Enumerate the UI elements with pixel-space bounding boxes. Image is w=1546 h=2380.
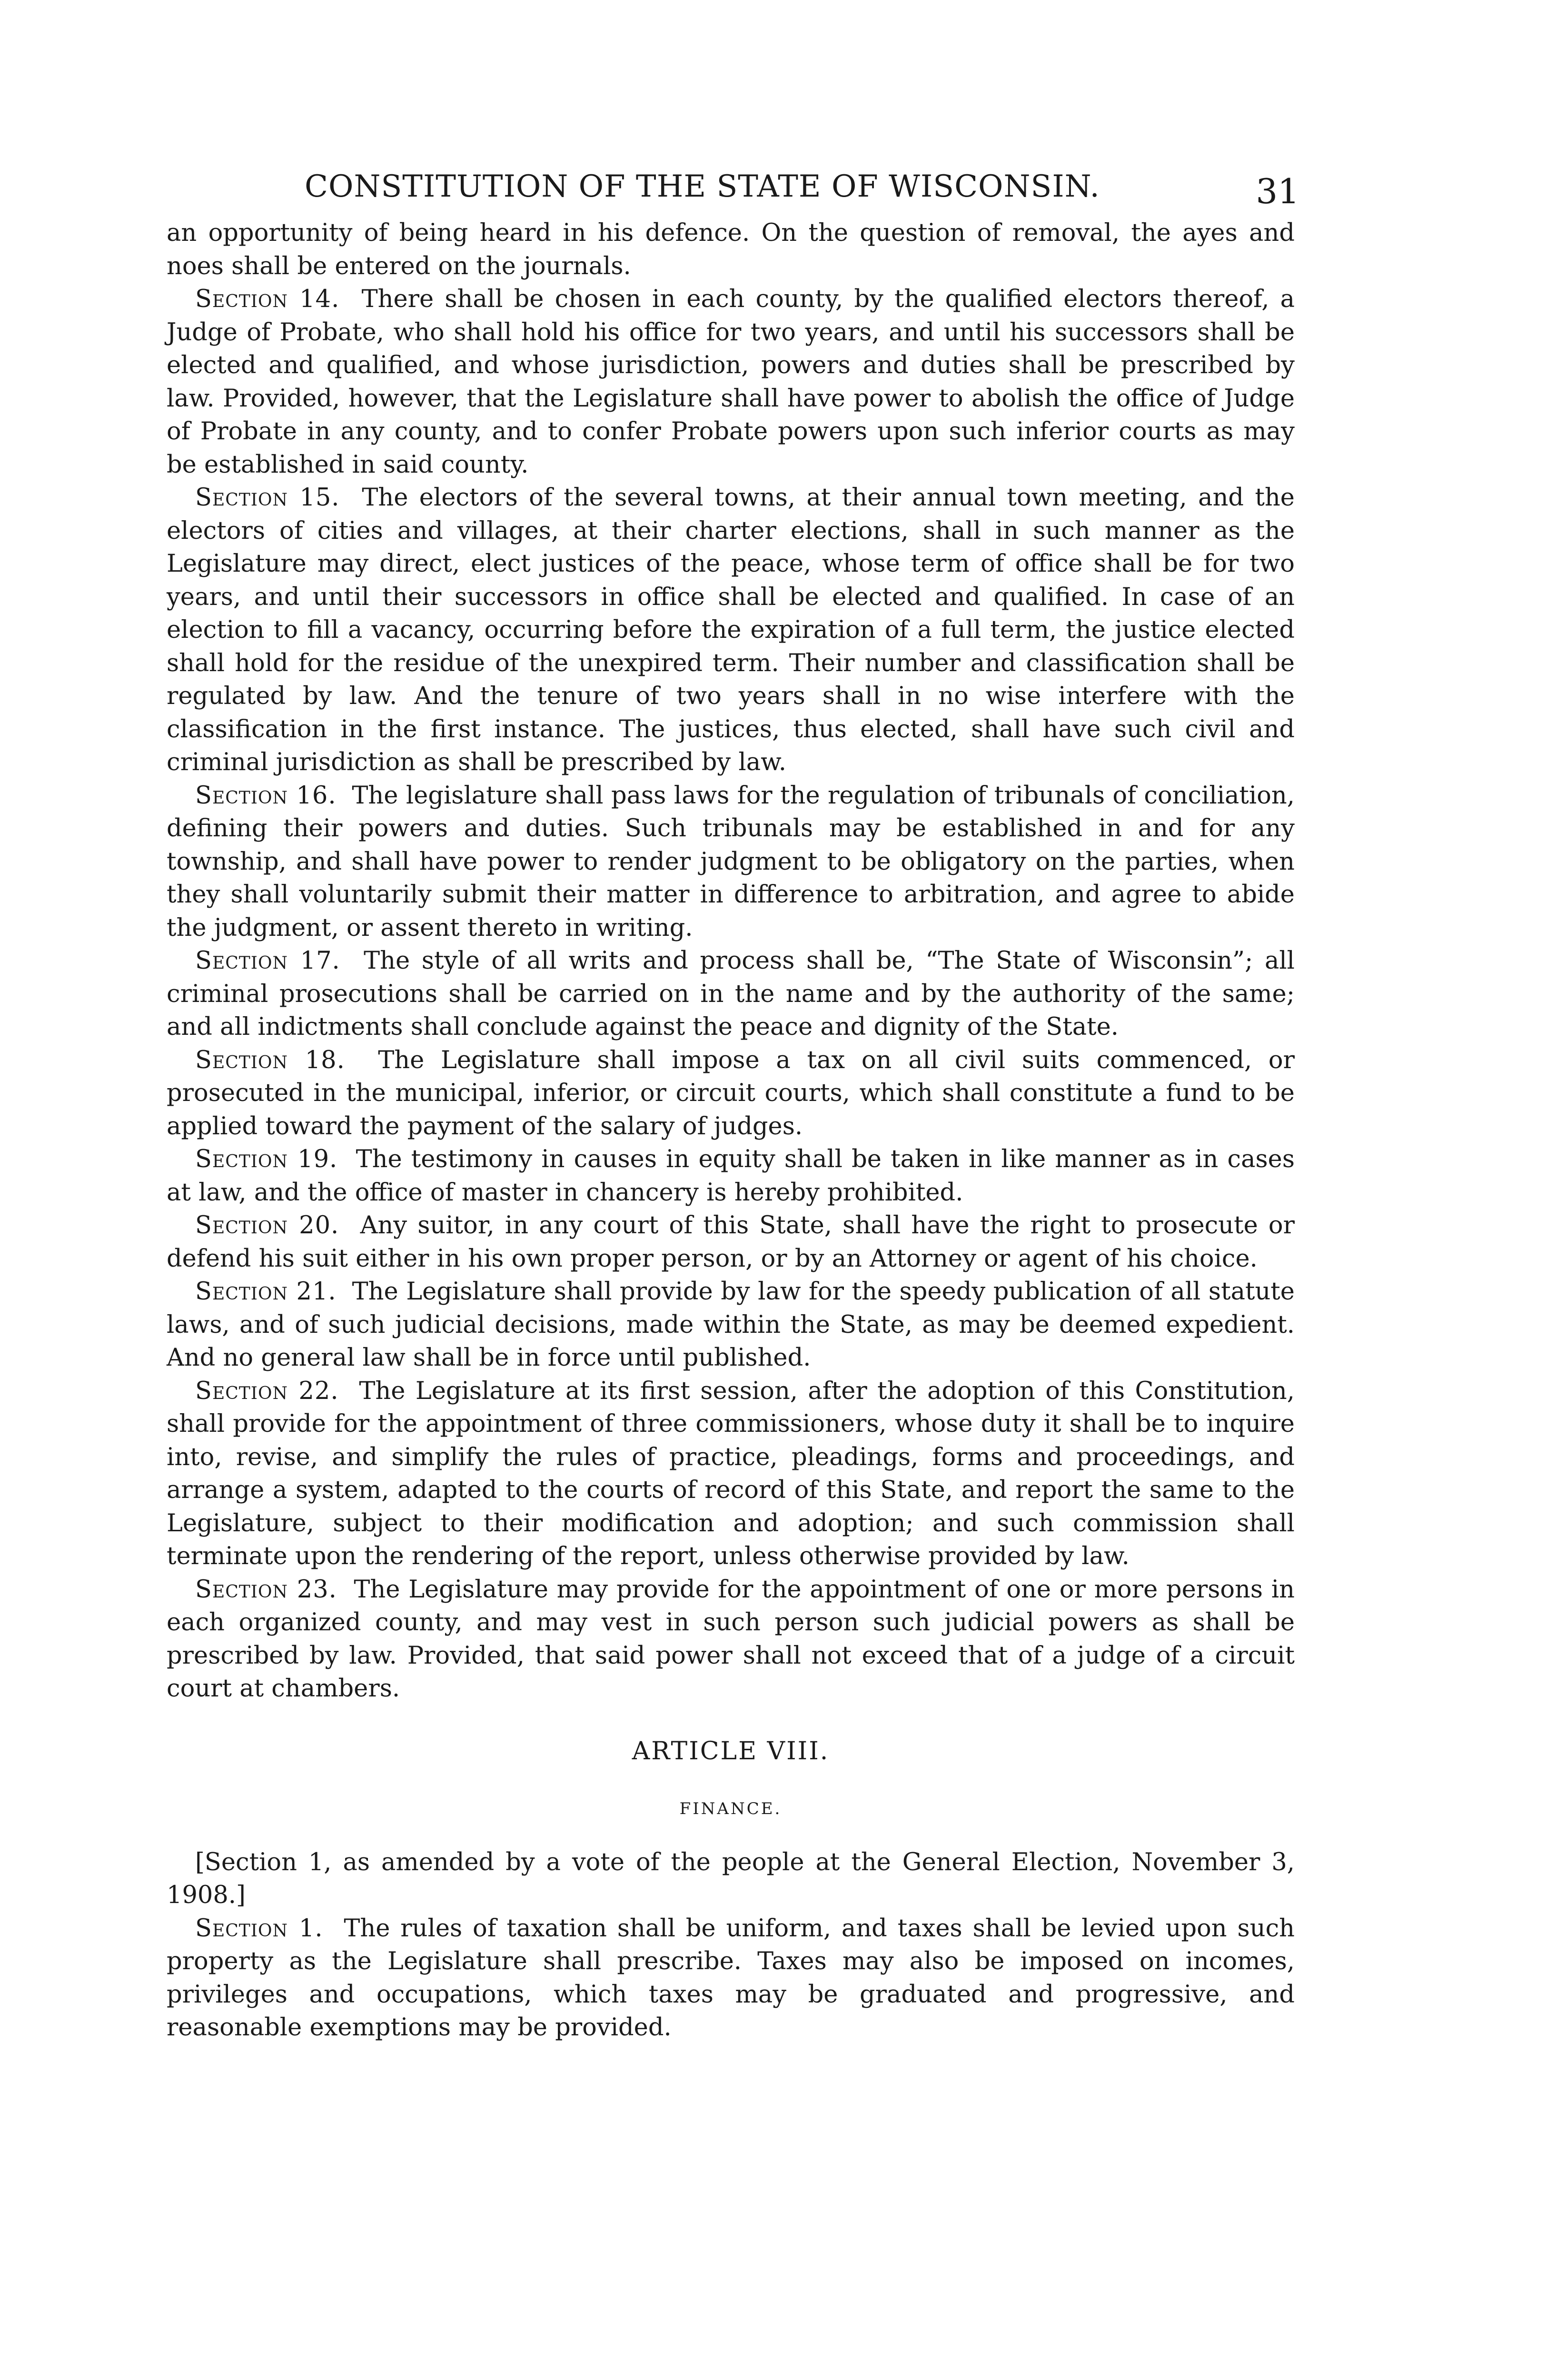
carryover-paragraph: an opportunity of being heard in his defence. On the question of removal, the ayes and noes shall be entered on the journals. <box>167 219 1295 280</box>
page <box>167 159 1299 2044</box>
section-23-text: The Legislature may provide for the appointment of one or more persons in each organized county, and may vest in such person such judicial powers as shall be prescribed by law. Provided, that said power shall not exceed that of a judge of a circuit court at chambers. <box>167 1575 1295 1703</box>
section-15-paragraph <box>167 481 1295 779</box>
section-16-label: Section 16. <box>195 781 337 810</box>
article-viii-section-1-paragraph <box>167 1912 1295 2044</box>
section-20-paragraph <box>167 1209 1295 1275</box>
section-17-text: The style of all writs and process shall be, “The State of Wisconsin”; all criminal prosecutions shall be carried on in the name and by the authority of the same; and all indictments shall conclude against the peace and dignity of the State. <box>167 947 1295 1041</box>
article-viii-section-1-label: Section 1. <box>195 1914 323 1943</box>
section-19-paragraph <box>167 1143 1295 1209</box>
amendment-note: [Section 1, as amended by a vote of the people at the General Election, November 3, 1908.] <box>167 1848 1295 1909</box>
section-19-text: The testimony in causes in equity shall be taken in like manner as in cases at law, and the office of master in chancery is hereby prohibited. <box>167 1145 1295 1207</box>
article-heading: ARTICLE VIII. <box>632 1736 830 1765</box>
article-viii-section-1-text: The rules of taxation shall be uniform, and taxes shall be levied upon such property as the Legislature shall prescribe. Taxes may also be imposed on incomes, privileges and occupations, which taxes may be graduated and progressive, and reasonable exemptions may be provided. <box>167 1914 1295 2042</box>
section-15-text: The electors of the several towns, at their annual town meeting, and the electors of cities and villages, at their charter elections, shall in such manner as the Legislature may direct, elect justices of the peace, whose term of office shall be for two years, and until their successors in office shall be elected and qualified. In case of an election to fill a vacancy, occurring before the expiration of a full term, the justice elected shall hold for the residue of the unexpired term. Their number and classification shall be regulated by law. And the tenure of two years shall in no wise interfere with the classification in the first instance. The justices, thus elected, shall have such civil and criminal jurisdiction as shall be prescribed by law. <box>167 484 1295 776</box>
body-text <box>167 217 1295 2044</box>
running-title: CONSTITUTION OF THE STATE OF WISCONSIN. <box>305 169 1100 204</box>
section-14-label: Section 14. <box>195 285 340 313</box>
section-21-paragraph <box>167 1275 1295 1375</box>
section-23-label: Section 23. <box>195 1575 337 1604</box>
section-19-label: Section 19. <box>195 1145 338 1173</box>
section-22-label: Section 22. <box>195 1377 339 1405</box>
section-20-text: Any suitor, in any court of this State, shall have the right to prosecute or defend his suit either in his own proper person, or by an Attorney or agent of his choice. <box>167 1211 1295 1273</box>
section-22-text: The Legislature at its first session, after the adoption of this Constitution, shall provide for the appointment of three commissioners, whose duty it shall be to inquire into, revise, and simplify the rules of practice, pleadings, forms and proceedings, and arrange a system, adapted to the courts of record of this State, and report the same to the Legislature, subject to their modification and adoption; and such commission shall terminate upon the rendering of the report, unless otherwise provided by law. <box>167 1377 1295 1570</box>
section-16-text: The legislature shall pass laws for the regulation of tribunals of conciliation, defining their powers and duties. Such tribunals may be established in and for any township, and shall have power to render judgment to be obligatory on the parties, when they shall voluntarily submit their matter in difference to arbitration, and agree to abide the judgment, or assent thereto in writing. <box>167 781 1295 942</box>
section-22-paragraph <box>167 1375 1295 1573</box>
section-17-paragraph <box>167 944 1295 1044</box>
section-15-label: Section 15. <box>195 484 340 512</box>
section-21-text: The Legislature shall provide by law for the speedy publication of all statute laws, and of such judicial decisions, made within the State, as may be deemed expedient. And no general law shall be in force until published. <box>167 1278 1295 1372</box>
section-18-label: Section 18. <box>195 1046 345 1074</box>
article-subheading: FINANCE. <box>679 1799 782 1818</box>
page-number: 31 <box>1256 171 1299 211</box>
section-14-paragraph <box>167 283 1295 481</box>
running-head <box>167 159 1299 217</box>
section-20-label: Section 20. <box>195 1211 339 1240</box>
section-18-text: The Legislature shall impose a tax on all civil suits commenced, or prosecuted in the municipal, inferior, or circuit courts, which shall constitute a fund to be applied toward the payment of the salary of judges. <box>167 1046 1295 1140</box>
section-23-paragraph <box>167 1573 1295 1706</box>
section-18-paragraph <box>167 1044 1295 1143</box>
section-17-label: Section 17. <box>195 947 340 975</box>
section-21-label: Section 21. <box>195 1278 337 1306</box>
section-14-text: There shall be chosen in each county, by the qualified electors thereof, a Judge of Probate, who shall hold his office for two years, and until his successors shall be elected and qualified, and whose jurisdiction, powers and duties shall be prescribed by law. Provided, however, that the Legislature shall have power to abolish the office of Judge of Probate in any county, and to confer Probate powers upon such inferior courts as may be established in said county. <box>167 285 1295 479</box>
section-16-paragraph <box>167 779 1295 945</box>
